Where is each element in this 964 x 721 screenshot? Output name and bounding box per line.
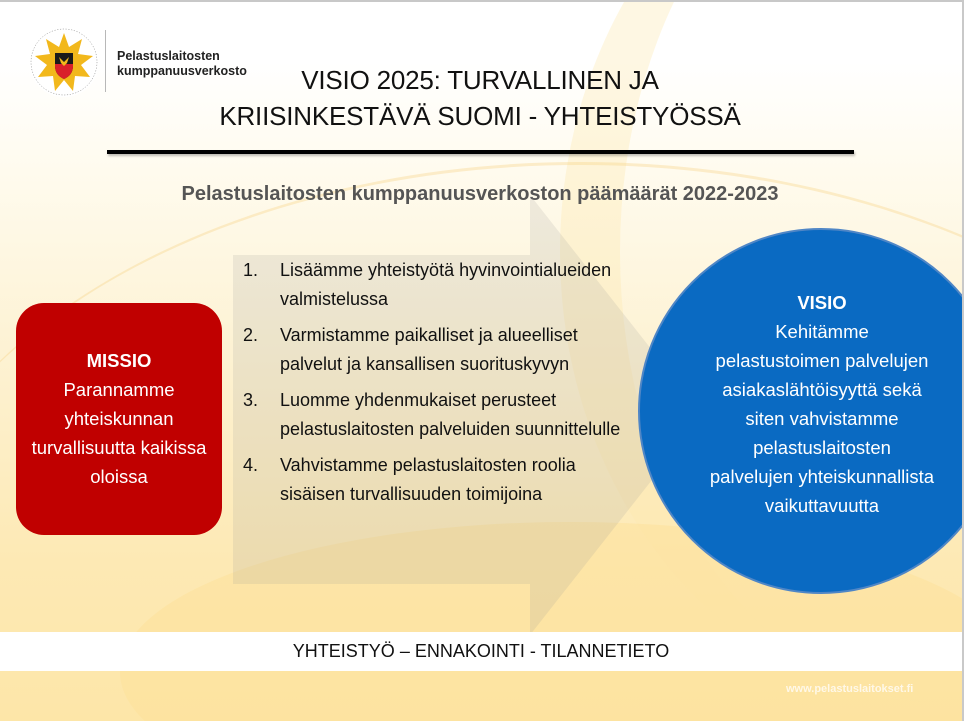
title-divider <box>107 150 854 154</box>
title-line2: KRIISINKESTÄVÄ SUOMI - YHTEISTYÖSSÄ <box>219 101 741 131</box>
vision-heading: VISIO <box>797 292 847 313</box>
vision-line: palvelujen yhteiskunnallista <box>709 466 935 487</box>
goal-number: 3. <box>243 390 259 410</box>
goal-item <box>243 386 633 444</box>
goals-list <box>243 256 633 516</box>
subtitle: Pelastuslaitosten kumppanuusverkoston päämäärät 2022-2023 <box>181 183 779 205</box>
website-link[interactable]: www.pelastuslaitokset.fi <box>786 683 914 695</box>
goal-item <box>243 321 633 379</box>
org-name-line2: kumppanuusverkosto <box>117 64 247 78</box>
goal-item <box>243 256 633 314</box>
goal-text: Lisäämme yhteistyötä hyvinvointialueiden valmistelussa <box>280 260 612 309</box>
vision-text <box>672 288 962 520</box>
page-title <box>160 62 800 134</box>
vision-line: pelastuslaitosten <box>753 437 891 458</box>
goal-text: Vahvistamme pelastuslaitosten roolia sisäisen turvallisuuden toimijoina <box>280 455 576 504</box>
goal-text: Varmistamme paikalliset ja alueelliset palvelut ja kansallisen suorituskyvyn <box>280 325 578 374</box>
vision-line: vaikuttavuutta <box>764 495 880 516</box>
goal-item <box>243 451 633 509</box>
mission-box <box>16 303 222 535</box>
org-name-line1: Pelastuslaitosten <box>117 49 220 63</box>
vision-line: pelastustoimen palvelujen <box>715 350 929 371</box>
vision-line: siten vahvistamme <box>745 408 899 429</box>
logo-divider <box>105 30 106 92</box>
pelastustoimi-logo-icon <box>28 26 100 98</box>
goal-text: Luomme yhdenmukaiset perusteet pelastuslaitosten palveluiden suunnittelulle <box>280 390 621 439</box>
vision-line: asiakaslähtöisyyttä sekä <box>722 379 922 400</box>
title-line1: VISIO 2025: TURVALLINEN JA <box>301 65 659 95</box>
mission-text: Parannamme yhteiskunnan turvallisuutta kaikissa oloissa <box>31 379 207 487</box>
goal-number: 4. <box>243 455 259 475</box>
values-band <box>0 632 962 671</box>
mission-heading: MISSIO <box>86 350 152 371</box>
values-text: YHTEISTYÖ – ENNAKOINTI - TILANNETIETO <box>292 641 670 661</box>
vision-line: Kehitämme <box>775 321 869 342</box>
goal-number: 2. <box>243 325 259 345</box>
goal-number: 1. <box>243 260 259 280</box>
